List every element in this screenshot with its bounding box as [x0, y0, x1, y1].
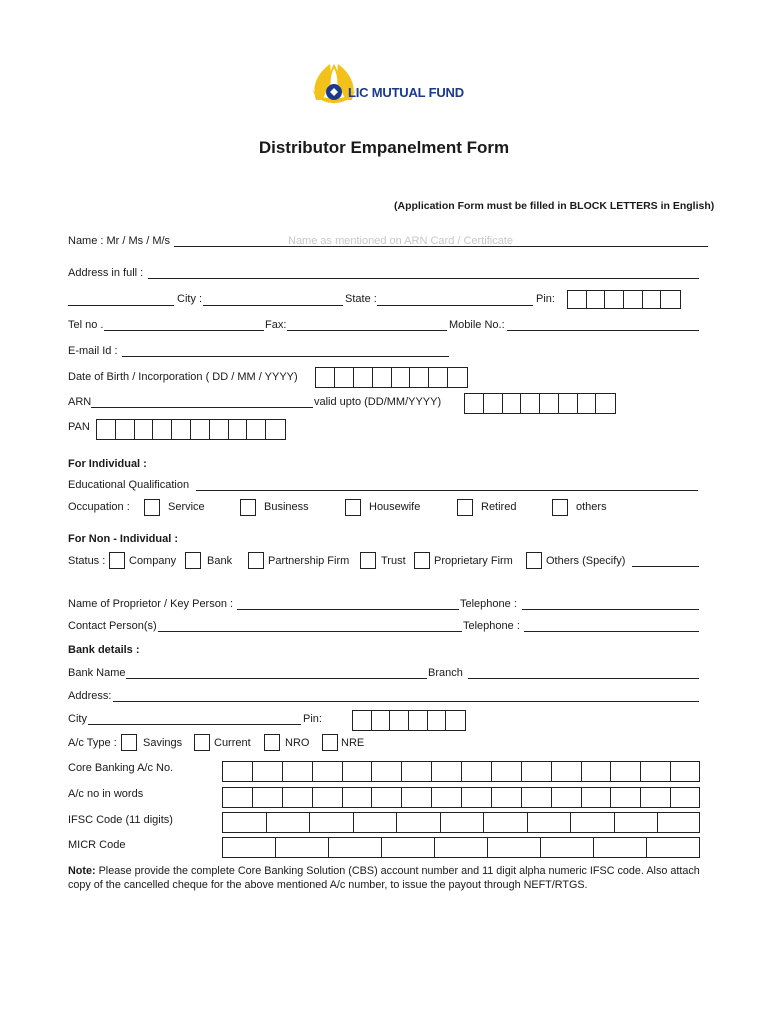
proprietor-telephone-field[interactable] [522, 609, 699, 610]
contact-telephone-label: Telephone : [463, 620, 520, 632]
non-individual-heading: For Non - Individual : [68, 533, 178, 545]
logo-text: LIC MUTUAL FUND [348, 85, 464, 100]
contact-telephone-field[interactable] [524, 631, 699, 632]
bank-address-field[interactable] [113, 701, 699, 702]
status-company-checkbox[interactable] [109, 552, 125, 569]
mobile-field[interactable] [507, 330, 699, 331]
occupation-business-checkbox[interactable] [240, 499, 256, 516]
arn-field[interactable] [91, 407, 313, 408]
city-field[interactable] [203, 305, 343, 306]
name-label: Name : Mr / Ms / M/s [68, 235, 171, 247]
proprietor-label: Name of Proprietor / Key Person : [68, 598, 234, 610]
bank-pin-boxes[interactable] [352, 710, 466, 731]
status-others-specify-field[interactable] [632, 566, 699, 567]
proprietor-field[interactable] [237, 609, 459, 610]
occupation-others-checkbox[interactable] [552, 499, 568, 516]
branch-field[interactable] [468, 678, 699, 679]
status-bank-label: Bank [207, 555, 233, 567]
mobile-label: Mobile No.: [449, 319, 505, 331]
status-proprietary-label: Proprietary Firm [434, 555, 513, 567]
bank-address-label: Address: [68, 690, 112, 702]
occupation-service-checkbox[interactable] [144, 499, 160, 516]
dob-label: Date of Birth / Incorporation ( DD / MM / YYYY) [68, 371, 298, 383]
dob-boxes[interactable] [315, 367, 468, 388]
bank-name-label: Bank Name [68, 667, 126, 679]
status-label: Status : [68, 555, 106, 567]
ac-type-nro-label: NRO [285, 737, 310, 749]
ac-type-nro-checkbox[interactable] [264, 734, 280, 751]
status-others-checkbox[interactable] [526, 552, 542, 569]
branch-label: Branch [428, 667, 463, 679]
occupation-housewife-checkbox[interactable] [345, 499, 361, 516]
ac-type-savings-checkbox[interactable] [121, 734, 137, 751]
lic-mutual-fund-logo [308, 62, 468, 114]
cbs-label: Core Banking A/c No. [68, 762, 174, 774]
tel-label: Tel no . [68, 319, 104, 331]
pan-label: PAN [68, 421, 90, 433]
state-field[interactable] [377, 305, 533, 306]
bank-pin-label: Pin: [303, 713, 322, 725]
name-placeholder: Name as mentioned on ARN Card / Certificate [288, 235, 513, 247]
occupation-others-label: others [576, 501, 607, 513]
occupation-retired-label: Retired [481, 501, 517, 513]
occupation-business-label: Business [264, 501, 309, 513]
educational-qualification-field[interactable] [196, 490, 698, 491]
email-label: E-mail Id : [68, 345, 118, 357]
cbs-account-boxes[interactable] [222, 761, 700, 782]
valid-upto-boxes[interactable] [464, 393, 616, 414]
status-partnership-checkbox[interactable] [248, 552, 264, 569]
ac-words-boxes[interactable] [222, 787, 700, 808]
contact-person-label: Contact Person(s) [68, 620, 157, 632]
note-text: Please provide the complete Core Banking Solution (CBS) account number and 11 digit alpha numeric IFSC code. Also attach copy of the cancelled cheque for the above mentioned A/c number, to issue the payout through NEFT/RTGS. [68, 865, 700, 891]
ac-type-label: A/c Type : [68, 737, 117, 749]
email-field[interactable] [122, 356, 449, 357]
status-trust-label: Trust [381, 555, 406, 567]
ac-type-nre-label: NRE [341, 737, 365, 749]
block-letters-instruction: (Application Form must be filled in BLOCK LETTERS in English) [394, 200, 715, 212]
status-partnership-label: Partnership Firm [268, 555, 350, 567]
city-label: City : [177, 293, 203, 305]
educational-qualification-label: Educational Qualification [68, 479, 190, 491]
tel-field[interactable] [104, 330, 264, 331]
occupation-label: Occupation : [68, 501, 130, 513]
address-line-2[interactable] [68, 305, 174, 306]
status-bank-checkbox[interactable] [185, 552, 201, 569]
micr-label: MICR Code [68, 839, 126, 851]
status-trust-checkbox[interactable] [360, 552, 376, 569]
fax-label: Fax: [265, 319, 287, 331]
ac-type-current-checkbox[interactable] [194, 734, 210, 751]
proprietor-telephone-label: Telephone : [460, 598, 517, 610]
note-paragraph [68, 864, 704, 892]
bank-city-label: City [68, 713, 87, 725]
ac-type-savings-label: Savings [143, 737, 183, 749]
arn-label: ARN [68, 396, 92, 408]
form-title: Distributor Empanelment Form [258, 138, 510, 157]
ac-words-label: A/c no in words [68, 788, 144, 800]
ac-type-current-label: Current [214, 737, 251, 749]
occupation-retired-checkbox[interactable] [457, 499, 473, 516]
pin-label: Pin: [536, 293, 555, 305]
note-label: Note: [68, 865, 96, 877]
bank-city-field[interactable] [88, 724, 301, 725]
address-label: Address in full : [68, 267, 144, 279]
occupation-service-label: Service [168, 501, 205, 513]
state-label: State : [345, 293, 377, 305]
micr-boxes[interactable] [222, 837, 700, 858]
bank-name-field[interactable] [126, 678, 427, 679]
bank-details-heading: Bank details : [68, 644, 140, 656]
address-field[interactable] [148, 278, 699, 279]
pan-boxes[interactable] [96, 419, 286, 440]
contact-person-field[interactable] [158, 631, 462, 632]
occupation-housewife-label: Housewife [369, 501, 421, 513]
status-others-label: Others (Specify) [546, 555, 626, 567]
status-proprietary-checkbox[interactable] [414, 552, 430, 569]
pin-boxes[interactable] [567, 290, 681, 309]
ifsc-boxes[interactable] [222, 812, 700, 833]
ifsc-label: IFSC Code (11 digits) [68, 814, 173, 826]
valid-upto-label: valid upto (DD/MM/YYYY) [314, 396, 442, 408]
individual-heading: For Individual : [68, 458, 147, 470]
fax-field[interactable] [287, 330, 447, 331]
ac-type-nre-checkbox[interactable] [322, 734, 338, 751]
status-company-label: Company [129, 555, 177, 567]
